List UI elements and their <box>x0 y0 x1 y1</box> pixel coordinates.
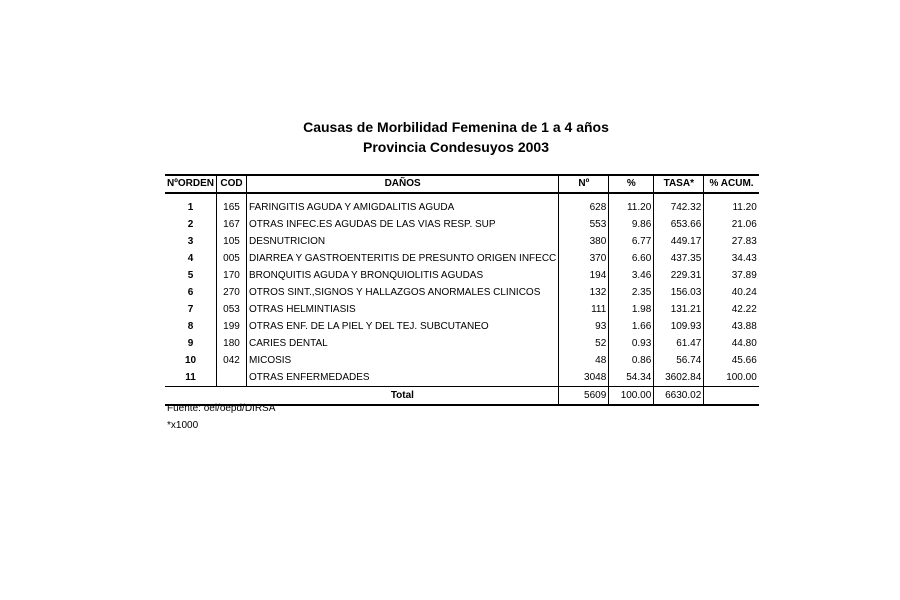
table-row <box>165 267 759 284</box>
cell-numero: 111 <box>559 301 609 318</box>
cell-orden: 6 <box>187 286 194 298</box>
header-numero: Nº <box>559 175 609 193</box>
cell-tasa: 449.17 <box>654 233 704 250</box>
cell-cod: 053 <box>217 301 247 318</box>
cell-acum: 27.83 <box>704 233 759 250</box>
cell-tasa: 56.74 <box>654 352 704 369</box>
cell-dano: OTRAS HELMINTIASIS <box>247 301 559 318</box>
header-acum: % ACUM. <box>704 175 759 193</box>
table-row <box>165 301 759 318</box>
cell-orden: 4 <box>187 252 194 264</box>
morbidity-table <box>165 174 759 406</box>
cell-percent: 0.86 <box>609 352 654 369</box>
table-row <box>165 199 759 216</box>
header-danos: DAÑOS <box>247 175 559 193</box>
table-row <box>165 250 759 267</box>
report-title: Causas de Morbilidad Femenina de 1 a 4 años <box>303 119 609 135</box>
cell-acum: 11.20 <box>704 199 759 216</box>
table-row <box>165 216 759 233</box>
cell-percent: 9.86 <box>609 216 654 233</box>
table-row <box>165 284 759 301</box>
cell-acum: 21.06 <box>704 216 759 233</box>
cell-percent: 3.46 <box>609 267 654 284</box>
cell-tasa: 131.21 <box>654 301 704 318</box>
report-subtitle: Provincia Condesuyos 2003 <box>363 139 549 155</box>
cell-tasa: 61.47 <box>654 335 704 352</box>
cell-orden: 2 <box>187 218 194 230</box>
cell-tasa: 437.35 <box>654 250 704 267</box>
cell-percent: 1.98 <box>609 301 654 318</box>
cell-tasa: 229.31 <box>654 267 704 284</box>
cell-dano: BRONQUITIS AGUDA Y BRONQUIOLITIS AGUDAS <box>247 267 559 284</box>
header-percent: % <box>609 175 654 193</box>
cell-numero: 553 <box>559 216 609 233</box>
total-numero: 5609 <box>559 387 609 406</box>
cell-dano: DESNUTRICION <box>247 233 559 250</box>
cell-percent: 11.20 <box>609 199 654 216</box>
table-row <box>165 233 759 250</box>
cell-percent: 2.35 <box>609 284 654 301</box>
cell-acum: 37.89 <box>704 267 759 284</box>
cell-orden: 10 <box>184 354 197 366</box>
cell-dano: CARIES DENTAL <box>247 335 559 352</box>
table-row <box>165 369 759 387</box>
cell-tasa: 742.32 <box>654 199 704 216</box>
cell-tasa: 109.93 <box>654 318 704 335</box>
cell-orden: 8 <box>187 320 194 332</box>
total-tasa: 6630.02 <box>654 387 704 406</box>
cell-tasa: 653.66 <box>654 216 704 233</box>
cell-tasa: 3602.84 <box>654 369 704 387</box>
total-percent: 100.00 <box>609 387 654 406</box>
cell-orden: 3 <box>187 235 194 247</box>
cell-acum: 40.24 <box>704 284 759 301</box>
cell-acum: 34.43 <box>704 250 759 267</box>
cell-dano: FARINGITIS AGUDA Y AMIGDALITIS AGUDA <box>247 199 559 216</box>
table-header-row <box>165 175 759 193</box>
cell-percent: 6.77 <box>609 233 654 250</box>
cell-orden: 5 <box>187 269 194 281</box>
cell-numero: 194 <box>559 267 609 284</box>
cell-cod: 042 <box>217 352 247 369</box>
table-row <box>165 352 759 369</box>
cell-orden: 7 <box>187 303 194 315</box>
total-empty-acum <box>704 387 759 406</box>
cell-numero: 52 <box>559 335 609 352</box>
cell-dano: MICOSIS <box>247 352 559 369</box>
cell-numero: 48 <box>559 352 609 369</box>
cell-percent: 1.66 <box>609 318 654 335</box>
cell-orden: 9 <box>187 337 194 349</box>
header-tasa: TASA* <box>654 175 704 193</box>
cell-dano: OTRAS ENFERMEDADES <box>247 369 559 387</box>
cell-tasa: 156.03 <box>654 284 704 301</box>
cell-cod: 270 <box>217 284 247 301</box>
cell-numero: 628 <box>559 199 609 216</box>
cell-cod: 170 <box>217 267 247 284</box>
rate-footnote: *x1000 <box>167 420 199 431</box>
cell-cod: 167 <box>217 216 247 233</box>
cell-percent: 0.93 <box>609 335 654 352</box>
header-orden: NºORDEN <box>165 175 217 193</box>
header-cod: COD <box>217 175 247 193</box>
cell-dano: DIARREA Y GASTROENTERITIS DE PRESUNTO ORIGEN INFECC <box>247 250 559 267</box>
total-label: Total <box>247 387 559 406</box>
source-note: Fuente: oei/oepd/DIRSA <box>167 403 276 414</box>
cell-acum: 100.00 <box>704 369 759 387</box>
cell-cod: 199 <box>217 318 247 335</box>
table-row <box>165 335 759 352</box>
cell-acum: 45.66 <box>704 352 759 369</box>
cell-cod: 165 <box>217 199 247 216</box>
cell-numero: 370 <box>559 250 609 267</box>
cell-numero: 93 <box>559 318 609 335</box>
cell-acum: 43.88 <box>704 318 759 335</box>
cell-cod: 005 <box>217 250 247 267</box>
cell-cod: 180 <box>217 335 247 352</box>
cell-dano: OTRAS INFEC.ES AGUDAS DE LAS VIAS RESP. SUP <box>247 216 559 233</box>
cell-dano: OTRAS ENF. DE LA PIEL Y DEL TEJ. SUBCUTANEO <box>247 318 559 335</box>
cell-acum: 42.22 <box>704 301 759 318</box>
cell-percent: 6.60 <box>609 250 654 267</box>
cell-numero: 132 <box>559 284 609 301</box>
cell-numero: 380 <box>559 233 609 250</box>
cell-numero: 3048 <box>559 369 609 387</box>
table-row <box>165 318 759 335</box>
cell-cod: 105 <box>217 233 247 250</box>
cell-acum: 44.80 <box>704 335 759 352</box>
cell-orden: 11 <box>165 369 217 387</box>
cell-dano: OTROS SINT.,SIGNOS Y HALLAZGOS ANORMALES CLINICOS <box>247 284 559 301</box>
cell-cod <box>217 369 247 387</box>
cell-percent: 54.34 <box>609 369 654 387</box>
cell-orden: 1 <box>187 201 194 213</box>
